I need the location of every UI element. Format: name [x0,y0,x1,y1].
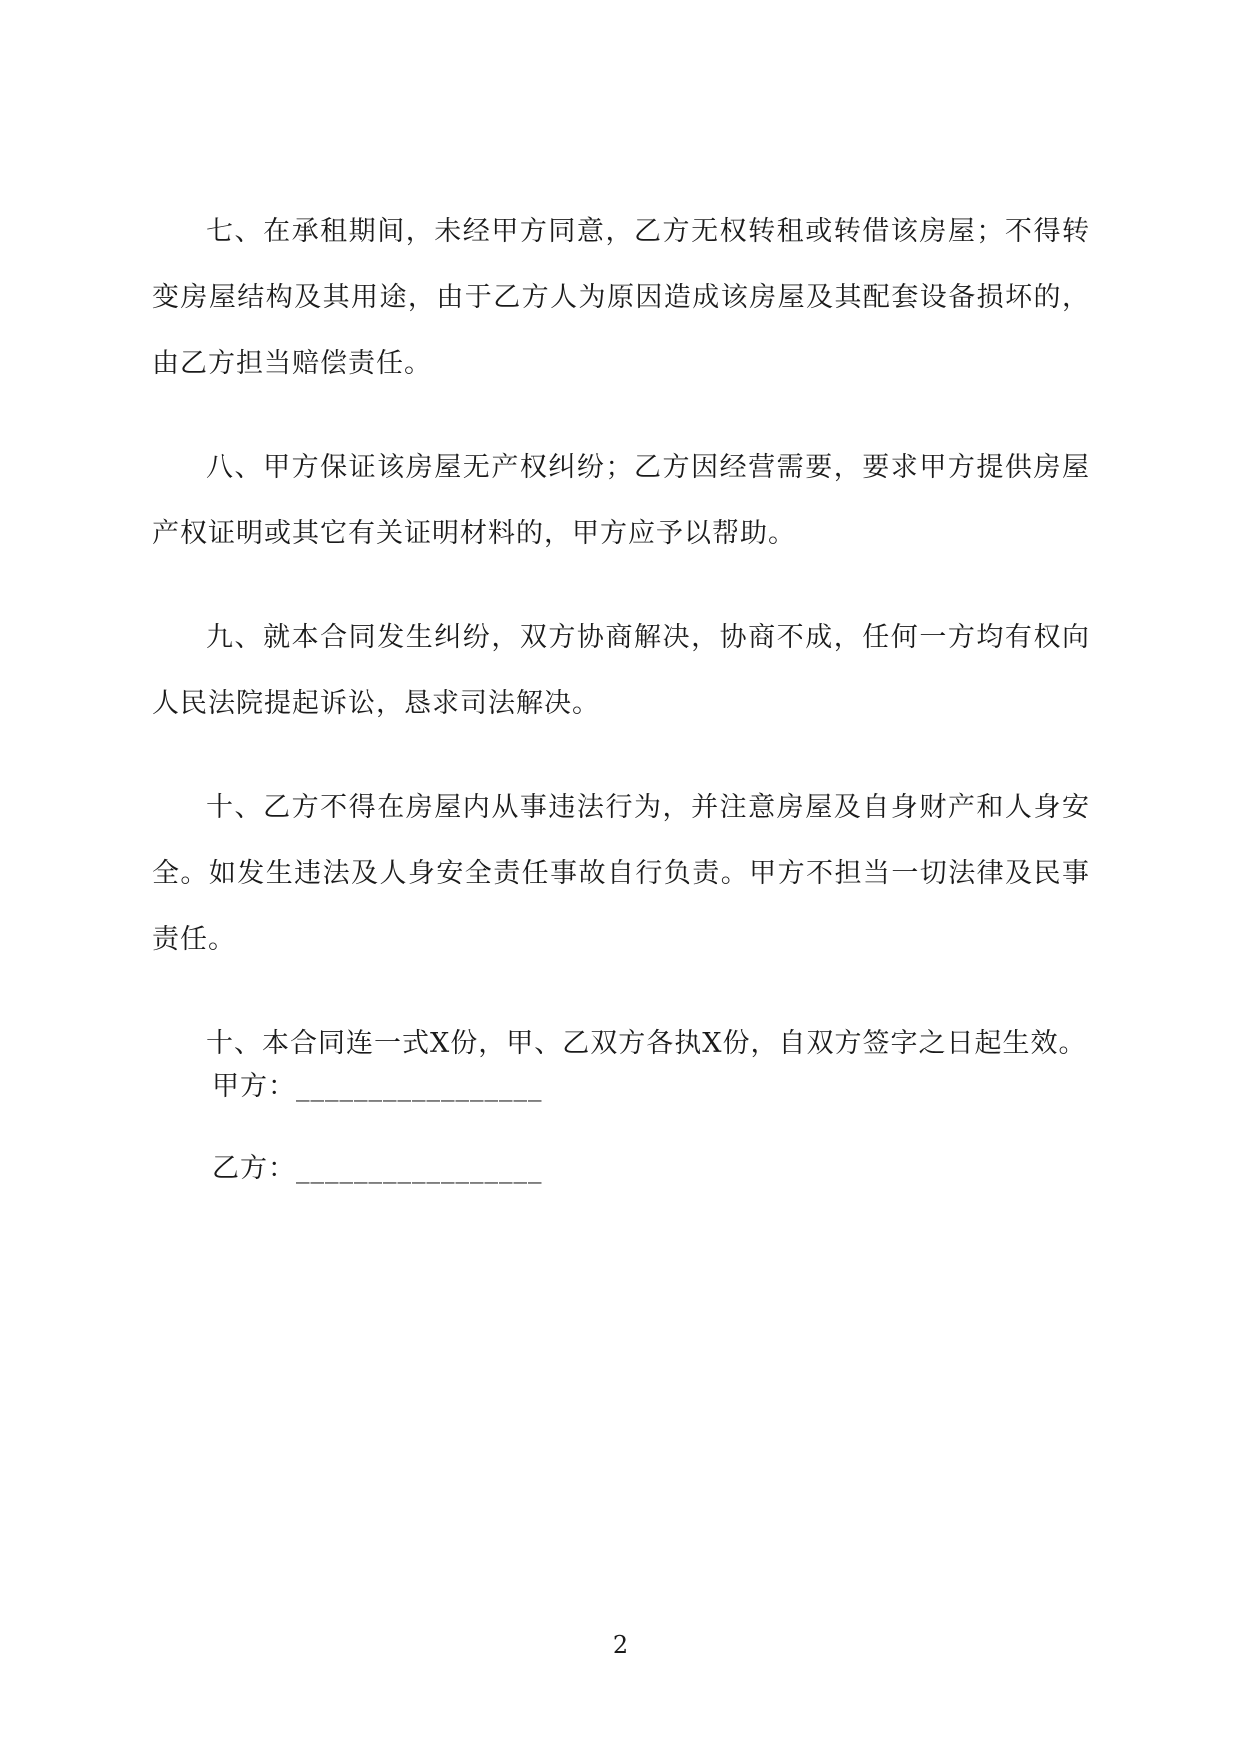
clause-8: 八、甲方保证该房屋无产权纠纷；乙方因经营需要，要求甲方提供房屋产权证明或其它有关证明材料的，甲方应予以帮助。 [152,452,1090,549]
contract-body [152,199,1090,1115]
party-b-signature-line: 乙方：_________________ [212,1153,543,1184]
clause-10: 十、乙方不得在房屋内从事违法行为，并注意房屋及自身财产和人身安全。如发生违法及人身安全责任事故自行负责。甲方不担当一切法律及民事责任。 [152,792,1090,955]
clause-copies: 十、本合同连一式X份，甲、乙双方各执X份，自双方签字之日起生效。 [206,1028,1087,1059]
page-number: 2 [612,1631,629,1659]
clause-9: 九、就本合同发生纠纷，双方协商解决，协商不成，任何一方均有权向人民法院提起诉讼，恳求司法解决。 [152,622,1090,719]
clause-7: 七、在承租期间，未经甲方同意，乙方无权转租或转借该房屋；不得转变房屋结构及其用途，由于乙方人为原因造成该房屋及其配套设备损坏的，由乙方担当赔偿责任。 [152,216,1090,379]
party-a-signature-line: 甲方：_________________ [212,1071,543,1102]
